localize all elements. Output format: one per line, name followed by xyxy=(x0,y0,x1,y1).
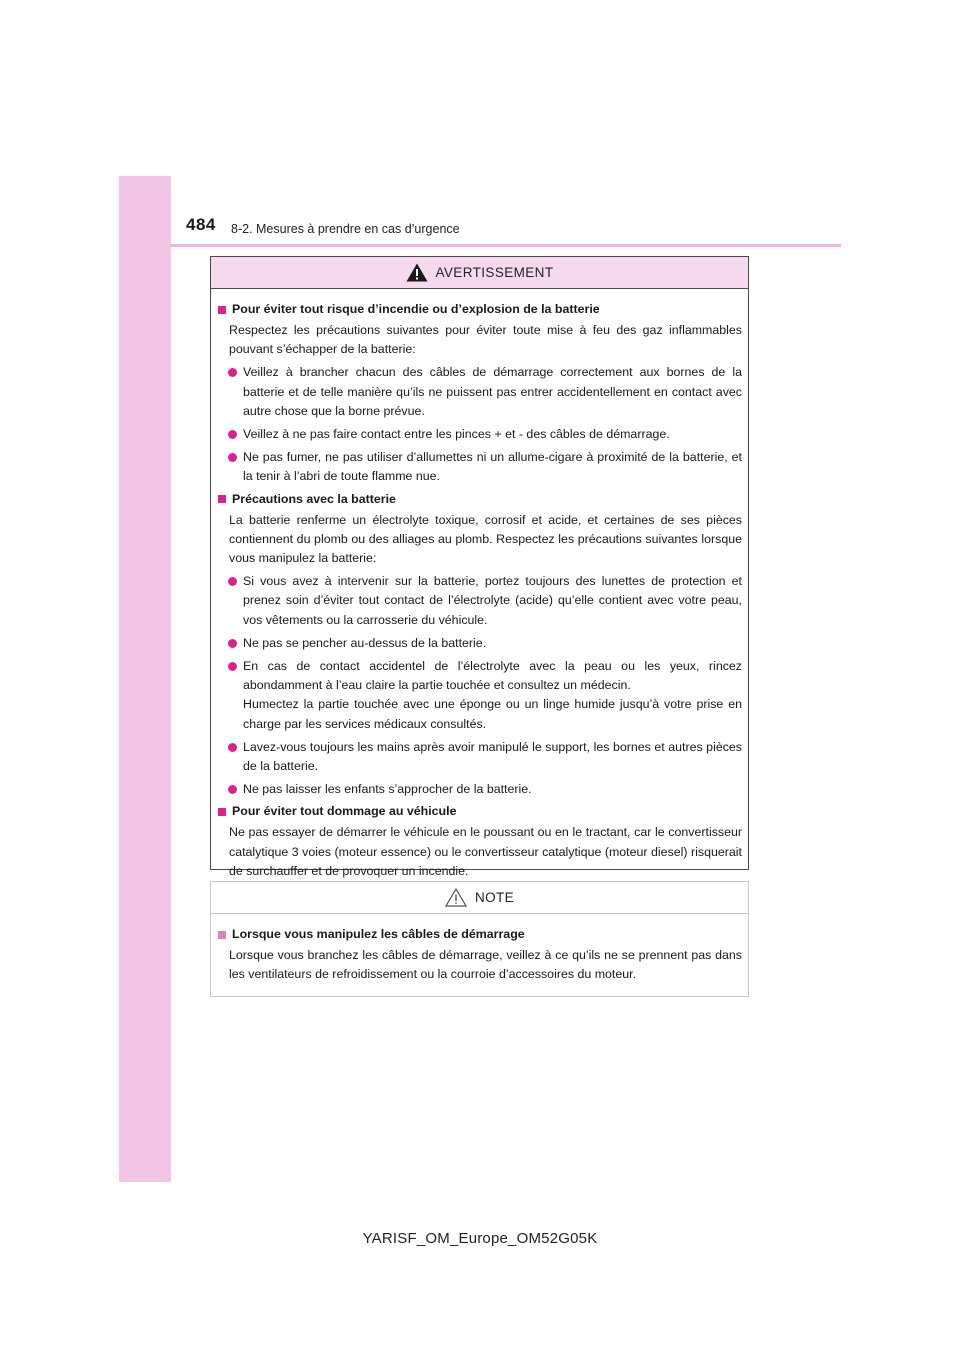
list-item-text: Veillez à brancher chacun des câbles de démarrage correctement aux bornes de la batterie et de telle manière qu’ils ne puissent pas entrer accidentellement en contact avec autre chose que la borne prévue. xyxy=(243,365,742,418)
warning-section-heading xyxy=(218,803,742,820)
warning-paragraph: Respectez les précautions suivantes pour éviter toute mise à feu des gaz inflammables pouvant s’échapper de la batterie: xyxy=(229,323,742,357)
warning-section-heading xyxy=(218,491,742,508)
list-item-text: Veillez à ne pas faire contact entre les pinces + et - des câbles de démarrage. xyxy=(243,427,670,442)
round-bullet-icon xyxy=(228,368,237,377)
square-bullet-icon xyxy=(218,495,226,503)
warning-body xyxy=(211,289,748,881)
list-item-text: Ne pas se pencher au-dessus de la batterie. xyxy=(243,635,487,650)
note-box xyxy=(210,881,749,997)
list-item-continuation: Humectez la partie touchée avec une éponge ou un linge humide jusqu’à votre prise en charge par les services médicaux consultés. xyxy=(243,697,742,731)
footer-doc-code: YARISF_OM_Europe_OM52G05K xyxy=(362,1230,598,1247)
caution-triangle-outline-icon xyxy=(445,888,467,907)
list-item-text: Ne pas fumer, ne pas utiliser d’allumettes ni un allume-cigare à proximité de la batterie, et la tenir à l’abri de toute flamme nue. xyxy=(243,450,742,484)
warning-paragraph: Ne pas essayer de démarrer le véhicule en le poussant ou en le tractant, car le convertisseur catalytique 3 voies (moteur essence) ou le convertisseur catalytique (moteur diesel) risquerait de surchauffer et de provoquer un incendie. xyxy=(229,825,742,878)
warning-box xyxy=(210,256,749,878)
note-header xyxy=(211,882,748,914)
list-item xyxy=(243,572,742,630)
list-item-text: Si vous avez à intervenir sur la batterie, portez toujours des lunettes de protection et prenez soin d’éviter tout contact de l’électrolyte (acide) qu’elle contient avec votre peau, vos vêtements ou la carrosserie du véhicule. xyxy=(243,574,742,627)
page-number: 484 xyxy=(186,215,216,234)
round-bullet-icon xyxy=(228,577,237,586)
warning-title: AVERTISSEMENT xyxy=(435,265,554,280)
header-divider xyxy=(171,244,841,247)
round-bullet-icon xyxy=(228,453,237,462)
warning-paragraph: La batterie renferme un électrolyte toxique, corrosif et acide, et certaines de ses pièces contiennent du plomb ou des alliages au plomb. Respectez les précautions suivantes lorsque vous manipulez la batterie: xyxy=(229,512,742,566)
chapter-side-band xyxy=(119,176,171,1182)
round-bullet-icon xyxy=(228,785,237,794)
square-bullet-icon xyxy=(218,306,226,314)
list-item xyxy=(243,448,742,486)
warning-section-heading xyxy=(218,301,742,318)
round-bullet-icon xyxy=(228,639,237,648)
list-item xyxy=(243,738,742,776)
list-item xyxy=(243,425,742,444)
round-bullet-icon xyxy=(228,743,237,752)
round-bullet-icon xyxy=(228,430,237,439)
note-title: NOTE xyxy=(474,890,515,905)
round-bullet-icon xyxy=(228,662,237,671)
warning-section-title: Pour éviter tout risque d’incendie ou d’explosion de la batterie xyxy=(232,302,600,316)
section-title: 8-2. Mesures à prendre en cas d’urgence xyxy=(231,222,460,236)
list-item-text: Lavez-vous toujours les mains après avoir manipulé le support, les bornes et autres pièces de la batterie. xyxy=(243,739,742,774)
list-item-text: En cas de contact accidentel de l’électrolyte avec la peau ou les yeux, rincez abondamment à l’eau claire la partie touchée et consultez un médecin. xyxy=(243,659,742,693)
list-item xyxy=(243,780,742,799)
warning-header xyxy=(211,257,748,289)
list-item xyxy=(243,657,742,734)
warning-section-title: Précautions avec la batterie xyxy=(232,491,396,506)
note-section-title: Lorsque vous manipulez les câbles de démarrage xyxy=(232,927,525,941)
square-bullet-icon xyxy=(218,931,226,939)
list-item-text: Ne pas laisser les enfants s’approcher de la batterie. xyxy=(243,782,532,797)
list-item xyxy=(243,634,742,653)
warning-section-title: Pour éviter tout dommage au véhicule xyxy=(232,804,457,819)
list-item xyxy=(243,363,742,421)
note-section-heading xyxy=(218,926,742,943)
square-bullet-icon xyxy=(218,808,226,816)
note-body xyxy=(211,914,748,984)
note-paragraph: Lorsque vous branchez les câbles de démarrage, veillez à ce qu’ils ne se prennent pas dans les ventilateurs de refroidissement ou la courroie d’accessoires du moteur. xyxy=(229,948,742,982)
warning-triangle-icon xyxy=(406,263,428,282)
